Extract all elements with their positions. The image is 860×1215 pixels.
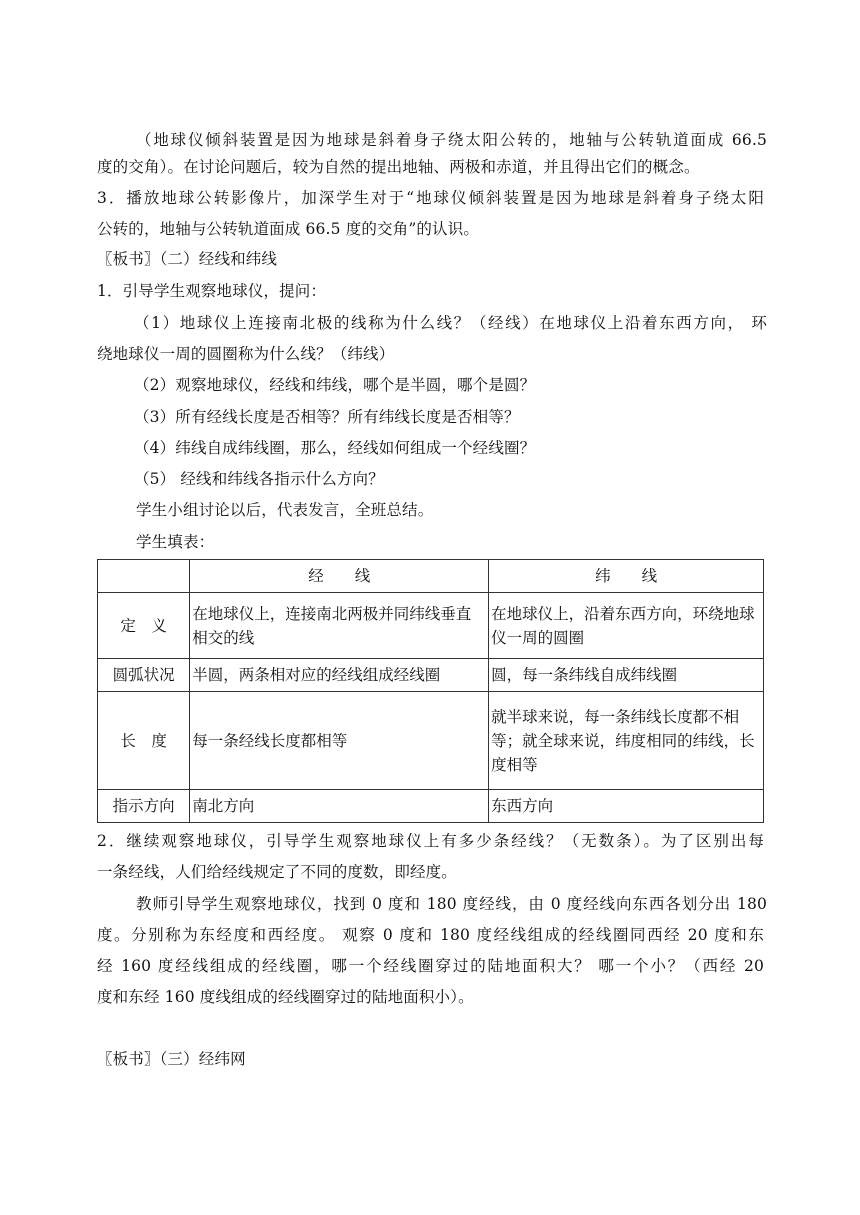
table-cell: 半圆，两条相对应的经线组成经线圈 — [190, 659, 489, 692]
section-heading: 〖板书〗（二）经线和纬线 — [97, 250, 278, 268]
table-header-row — [98, 560, 764, 593]
table-row — [98, 790, 764, 823]
paragraph-line: 教师引导学生观察地球仪，找到 0 度和 180 度经线，由 0 度经线向东西各划分出 180 — [136, 895, 767, 913]
table-row-label: 指示方向 — [98, 790, 190, 823]
paragraph-line: 公转的，地轴与公转轨道面成 66.5 度的交角”的认识。 — [97, 220, 479, 238]
table-header-cell — [98, 560, 190, 593]
table-cell: 东西方向 — [489, 790, 764, 823]
table-cell: 在地球仪上，沿着东西方向，环绕地球仪一周的圆圈 — [489, 593, 764, 659]
table-row — [98, 692, 764, 790]
table-cell: 南北方向 — [190, 790, 489, 823]
table-row-label: 圆弧状况 — [98, 659, 190, 692]
question-line: （3）所有经线长度是否相等？所有纬线长度是否相等？ — [134, 408, 520, 426]
table-cell: 圆，每一条纬线自成纬线圈 — [489, 659, 764, 692]
paragraph-line: 一条经线，人们给经线规定了不同的度数，即经度。 — [97, 863, 457, 881]
paragraph-line: 经 160 度经线组成的经线圈，哪一个经线圈穿过的陆地面积大？ 哪一个小？（西经 20 — [97, 957, 764, 975]
section-heading: 〖板书〗（三）经纬网 — [97, 1050, 246, 1068]
paragraph-line: 度。分别称为东经度和西经度。 观察 0 度和 180 度经线组成的经线圈同西经 20 度和东 — [97, 926, 764, 944]
paragraph-line: 学生填表： — [136, 533, 215, 551]
question-line: （1）地球仪上连接南北极的线称为什么线？（经线）在地球仪上沿着东西方向， 环 — [134, 314, 767, 332]
question-line: 绕地球仪一周的圆圈称为什么线？（纬线） — [97, 345, 395, 363]
table-row-label: 定 义 — [98, 593, 190, 659]
table-row-label: 长 度 — [98, 692, 190, 790]
question-line: （4）纬线自成纬线圈，那么，经线如何组成一个经线圈？ — [134, 439, 536, 457]
table-header-cell: 经 线 — [190, 560, 489, 593]
question-line: （5） 经线和纬线各指示什么方向？ — [134, 470, 384, 488]
paragraph-line: 2．继续观察地球仪，引导学生观察地球仪上有多少条经线？（无数条）。为了区别出每 — [97, 832, 764, 850]
table-cell: 每一条经线长度都相等 — [190, 692, 489, 790]
paragraph-line: 度的交角）。在讨论问题后，较为自然的提出地轴、两极和赤道，并且得出它们的概念。 — [97, 158, 700, 176]
table-cell: 在地球仪上，连接南北两极并同纬线垂直相交的线 — [190, 593, 489, 659]
comparison-table — [97, 559, 764, 823]
paragraph-line: （地球仪倾斜装置是因为地球是斜着身子绕太阳公转的，地轴与公转轨道面成 66.5 — [136, 131, 767, 149]
paragraph-line: 学生小组讨论以后，代表发言，全班总结。 — [136, 501, 434, 519]
paragraph-line: 1．引导学生观察地球仪，提问： — [97, 282, 327, 300]
table-header-cell: 纬 线 — [489, 560, 764, 593]
table-row — [98, 659, 764, 692]
paragraph-line: 3．播放地球公转影像片，加深学生对于“地球仪倾斜装置是因为地球是斜着身子绕太阳 — [97, 189, 764, 207]
paragraph-line: 度和东经 160 度线组成的经线圈穿过的陆地面积小）。 — [97, 988, 474, 1006]
question-line: （2）观察地球仪，经线和纬线，哪个是半圆，哪个是圆？ — [134, 376, 536, 394]
table-row — [98, 593, 764, 659]
table-cell: 就半球来说，每一条纬线长度都不相等；就全球来说，纬度相同的纬线，长度相等 — [489, 692, 764, 790]
